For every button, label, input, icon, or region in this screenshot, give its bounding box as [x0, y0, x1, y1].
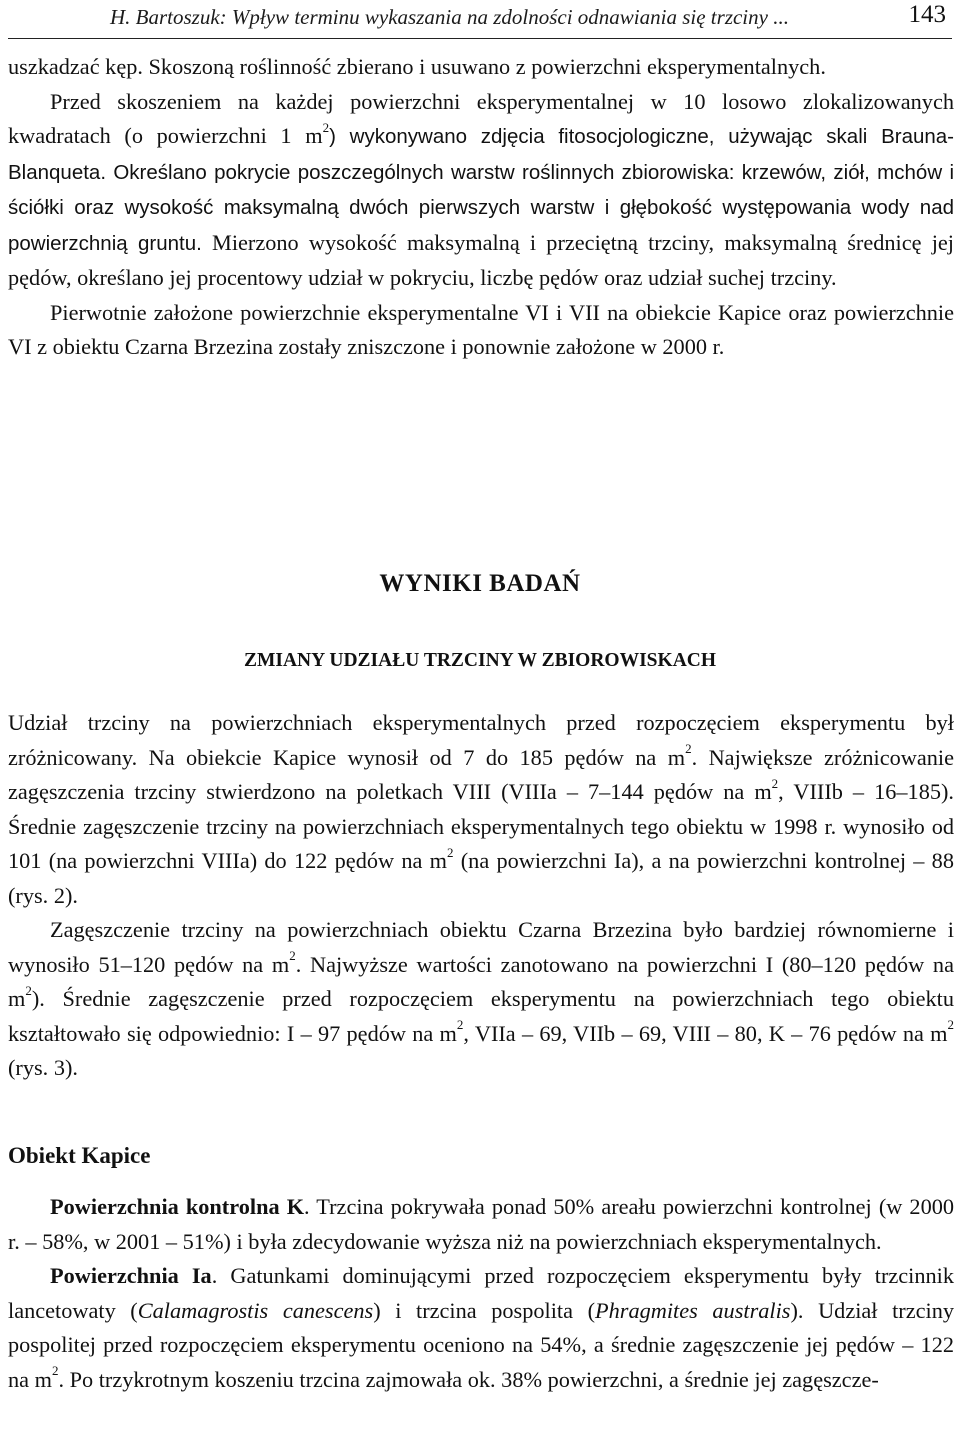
object-heading: Obiekt Kapice: [8, 1143, 151, 1168]
text-run: Zagęszczenie trzciny na powierzchniach obiektu Czarna Brzezina było bardziej równomierne i wynosiło 51–120 pędów na m: [8, 917, 954, 977]
text-run: (na powierzchni Ia), a na powierzchni kontrolnej – 88 (rys. 2).: [8, 848, 954, 908]
superscript: 2: [447, 844, 454, 860]
species-name: Phragmites australis: [595, 1297, 791, 1323]
text-run: . Największe zróżnicowanie zagęszczenia trzciny stwierdzono na poletkach VIII (VIIIa – 7–144 pędów na m: [8, 744, 954, 804]
paragraph-destroyed-plots: Pierwotnie założone powierzchnie eksperymentalne VI i VII na obiekcie Kapice oraz powierzchnie VI z obiektu Czarna Brzezina zostały zniszczone i ponownie założone w 2000 r.: [8, 299, 954, 359]
paragraph-control-plot: [8, 1190, 954, 1259]
superscript: 2: [456, 1017, 464, 1033]
plot-label: Powierzchnia kontrolna K: [50, 1194, 305, 1219]
superscript: 2: [322, 119, 330, 135]
text-run: Udział trzciny na powierzchniach eksperymentalnych przed rozpoczęciem eksperymentu był zróżnicowany. Na obiekcie Kapice wynosił od 7 do 185 pędów na m: [8, 710, 954, 770]
section-heading: WYNIKI BADAŃ: [379, 570, 581, 597]
superscript: 2: [25, 982, 32, 998]
kapice-text: [8, 1190, 954, 1397]
text-run: , VIIa – 69, VIIb – 69, VIII – 80, K – 76 pędów na m: [463, 1020, 948, 1046]
paragraph-continued: uszkadzać kęp. Skoszoną roślinność zbierano i usuwano z powierzchni eksperymentalnych.: [8, 54, 826, 79]
text-run: ) i trzcina pospolita (: [373, 1297, 596, 1323]
paragraph-methods: [8, 85, 954, 296]
superscript: 2: [685, 741, 692, 757]
superscript: 2: [771, 775, 779, 791]
page-number: 143: [908, 1, 946, 28]
methods-text: [8, 50, 954, 365]
plot-label: Powierzchnia Ia: [50, 1263, 212, 1288]
text-run: (rys. 3).: [8, 1055, 78, 1080]
paragraph-plot-ia: [8, 1259, 954, 1397]
text-run: . Najwyższe wartości zanotowano na powierzchni I (80–120 pędów na m: [8, 951, 954, 1011]
text-run: , VIIIb – 16–185). Średnie zagęszczenie trzciny na powierzchniach eksperymentalnych tego obiektu w 1998 r. wynosiło od 101 (na powierzchni VIIIa) do 122 pędów na m: [8, 779, 954, 873]
text-run: ). Udział trzciny pospolitej przed rozpoczęciem eksperymentu oceniono na 54%, a średnie zagęszczenie jej pędów – 122 na m: [8, 1297, 954, 1392]
running-header: [8, 0, 952, 39]
subsection-heading: ZMIANY UDZIAŁU TRZCINY W ZBIOROWISKACH: [243, 650, 717, 671]
results-text: [8, 706, 954, 1086]
species-name: Calamagrostis canescens: [137, 1297, 374, 1323]
text-run: . Trzcina pokrywała ponad 50% areału powierzchni kontrolnej (w 2000 r. – 58%, w 2001 – 51%) i była zdecydowanie wyższa niż na powierzchniach eksperymentalnych.: [8, 1194, 955, 1254]
superscript: 2: [51, 1363, 59, 1379]
paragraph-czarna-brzezina-density: [8, 913, 954, 1086]
text-run: Przed skoszeniem na każdej powierzchni eksperymentalnej w 10 losowo zlokalizowanych kwadratach (o powierzchni 1 m: [8, 88, 954, 148]
superscript: 2: [947, 1017, 954, 1033]
paragraph-kapice-density: [8, 706, 954, 913]
text-run: ) wykonywano zdjęcia fitosocjologiczne, używając skali Brauna-Blanqueta. Określano pokrycie poszczególnych warstw roślinnych zbiorowiska: krzewów, ziół, mchów i ściółki oraz wysokość maksymalną dwóch pierwszych warstw i głębokość występowania wody nad powierzchnią gruntu.: [8, 125, 954, 255]
running-header-title: H. Bartoszuk: Wpływ terminu wykaszania na zdolności odnawiania się trzciny ...: [110, 5, 789, 29]
text-run: . Gatunkami dominującymi przed rozpoczęciem eksperymentu były trzcinnik lancetowaty (: [8, 1263, 954, 1323]
superscript: 2: [289, 948, 296, 964]
text-run: ). Średnie zagęszczenie przed rozpoczęciem eksperymentu na powierzchniach tego obiektu kształtowało się odpowiednio: I – 97 pędów na m: [8, 986, 954, 1046]
text-run: . Po trzykrotnym koszeniu trzcina zajmowała ok. 38% powierzchni, a średnie jej zagęszcze-: [58, 1366, 879, 1392]
text-run: Mierzono wysokość maksymalną i przeciętną trzciny, maksymalną średnicę jej pędów, określano jej procentowy udział w pokryciu, liczbę pędów oraz udział suchej trzciny.: [8, 229, 954, 290]
